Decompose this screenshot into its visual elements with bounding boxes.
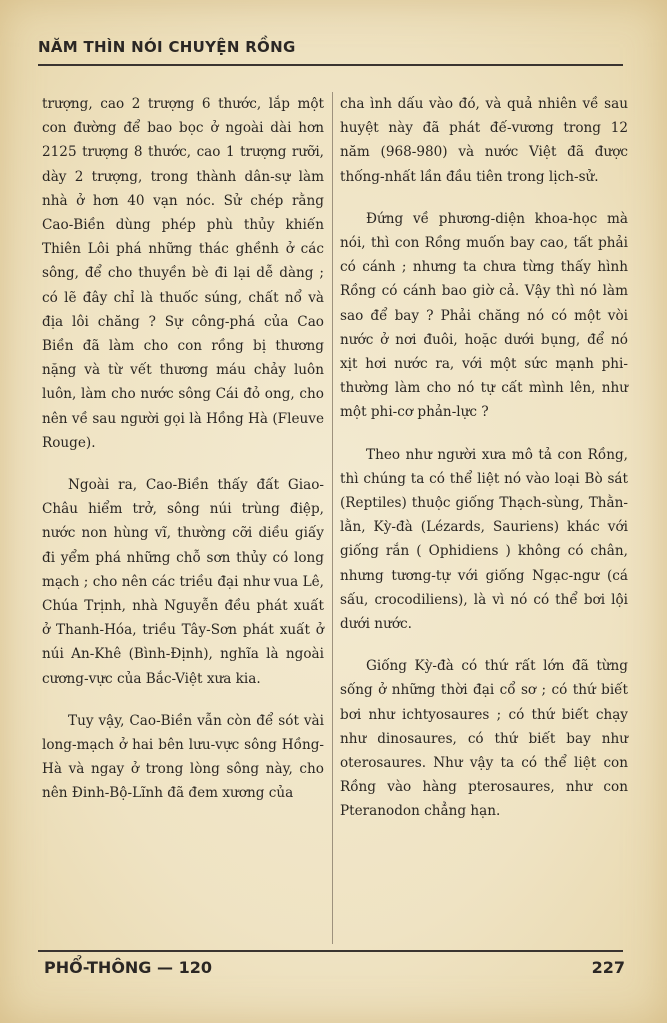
right-column — [340, 92, 628, 842]
right-paragraph-2: Đứng về phương-diện khoa-học mà nói, thì con Rồng muốn bay cao, tất phải có cánh ; nhưng ta chưa từng thấy hình Rồng có cánh bao giờ cả. Vậy thì nó làm sao để bay ? Phải chăng nó có một vòi nước ở nơi đuôi, hoặc dưới bụng, để nó xịt hơi nước ra, với một sức mạnh phi-thường làm cho nó tự cất mình lên, như một phi-cơ phản-lực ? — [340, 210, 628, 421]
footer-rule — [38, 950, 623, 952]
left-paragraph-1: trượng, cao 2 trượng 6 thước, lắp một con đường để bao bọc ở ngoài dài hơn 2125 trượng 8 thước, cao 1 trượng rưỡi, dày 2 trượng, trong thành dân-sự làm nhà ở hơn 40 vạn nóc. Sử chép rằng Cao-Biền dùng phép phù thủy khiến Thiên Lôi phá những thác ghềnh ở các sông, để cho thuyền bè đi lại dễ dàng ; có lẽ đây chỉ là thuốc súng, chất nổ và địa lôi chăng ? Sự công-phá của Cao Biền đã làm cho con rồng bị thương nặng và từ vết thương máu chảy luôn luôn, làm cho nước sông Cái đỏ ong, cho nên về sau người gọi là Hồng Hà (Fleuve Rouge). — [42, 96, 324, 451]
left-column — [42, 92, 324, 824]
column-divider — [332, 92, 333, 944]
page-number: 227 — [591, 958, 625, 977]
right-paragraph-4: Giống Kỳ-đà có thứ rất lớn đã từng sống ở những thời đại cổ sơ ; có thứ biết bơi như ichtyosaures ; có thứ biết chạy như dinosaures, có thứ biết bay như oterosaures. Như vậy ta có thể liệt con Rồng vào hàng pterosaures, như con Pteranodon chẳng hạn. — [340, 658, 628, 820]
footer-publication: PHỔ-THÔNG — 120 — [44, 958, 212, 977]
header-rule — [38, 64, 623, 66]
right-paragraph-1: cha ình dấu vào đó, và quả nhiên về sau huyệt này đã phát đế-vương trong 12 năm (968-980) và nước Việt đã được thống-nhất lần đầu tiên trong lịch-sử. — [340, 96, 628, 185]
left-paragraph-2: Ngoài ra, Cao-Biền thấy đất Giao-Châu hiểm trở, sông núi trùng điệp, nước non hùng vĩ, thường cỡi diều giấy đi yểm phá những chỗ sơn thủy có long mạch ; cho nên các triều đại như vua Lê, Chúa Trịnh, nhà Nguyễn đều phát xuất ở Thanh-Hóa, triều Tây-Sơn phát xuất ở núi An-Khê (Bình-Định), nghĩa là ngoài cương-vực của Bắc-Việt xưa kia. — [42, 477, 324, 687]
running-header: NĂM THÌN NÓI CHUYỆN RỒNG — [38, 38, 296, 56]
left-paragraph-3: Tuy vậy, Cao-Biền vẫn còn để sót vài long-mạch ở hai bên lưu-vực sông Hồng-Hà và ngay ở trong lòng sông này, cho nên Đinh-Bộ-Lĩnh đã đem xương của — [42, 712, 324, 802]
right-paragraph-3: Theo như người xưa mô tả con Rồng, thì chúng ta có thể liệt nó vào loại Bò sát (Reptiles) thuộc giống Thạch-sùng, Thằn-lằn, Kỳ-đà (Lézards, Sauriens) khác với giống rắn ( Ophidiens ) không có chân, nhưng tương-tự với giống Ngạc-ngư (cá sấu, crocodiliens), là vì nó có thể bơi lội dưới nước. — [340, 446, 628, 633]
